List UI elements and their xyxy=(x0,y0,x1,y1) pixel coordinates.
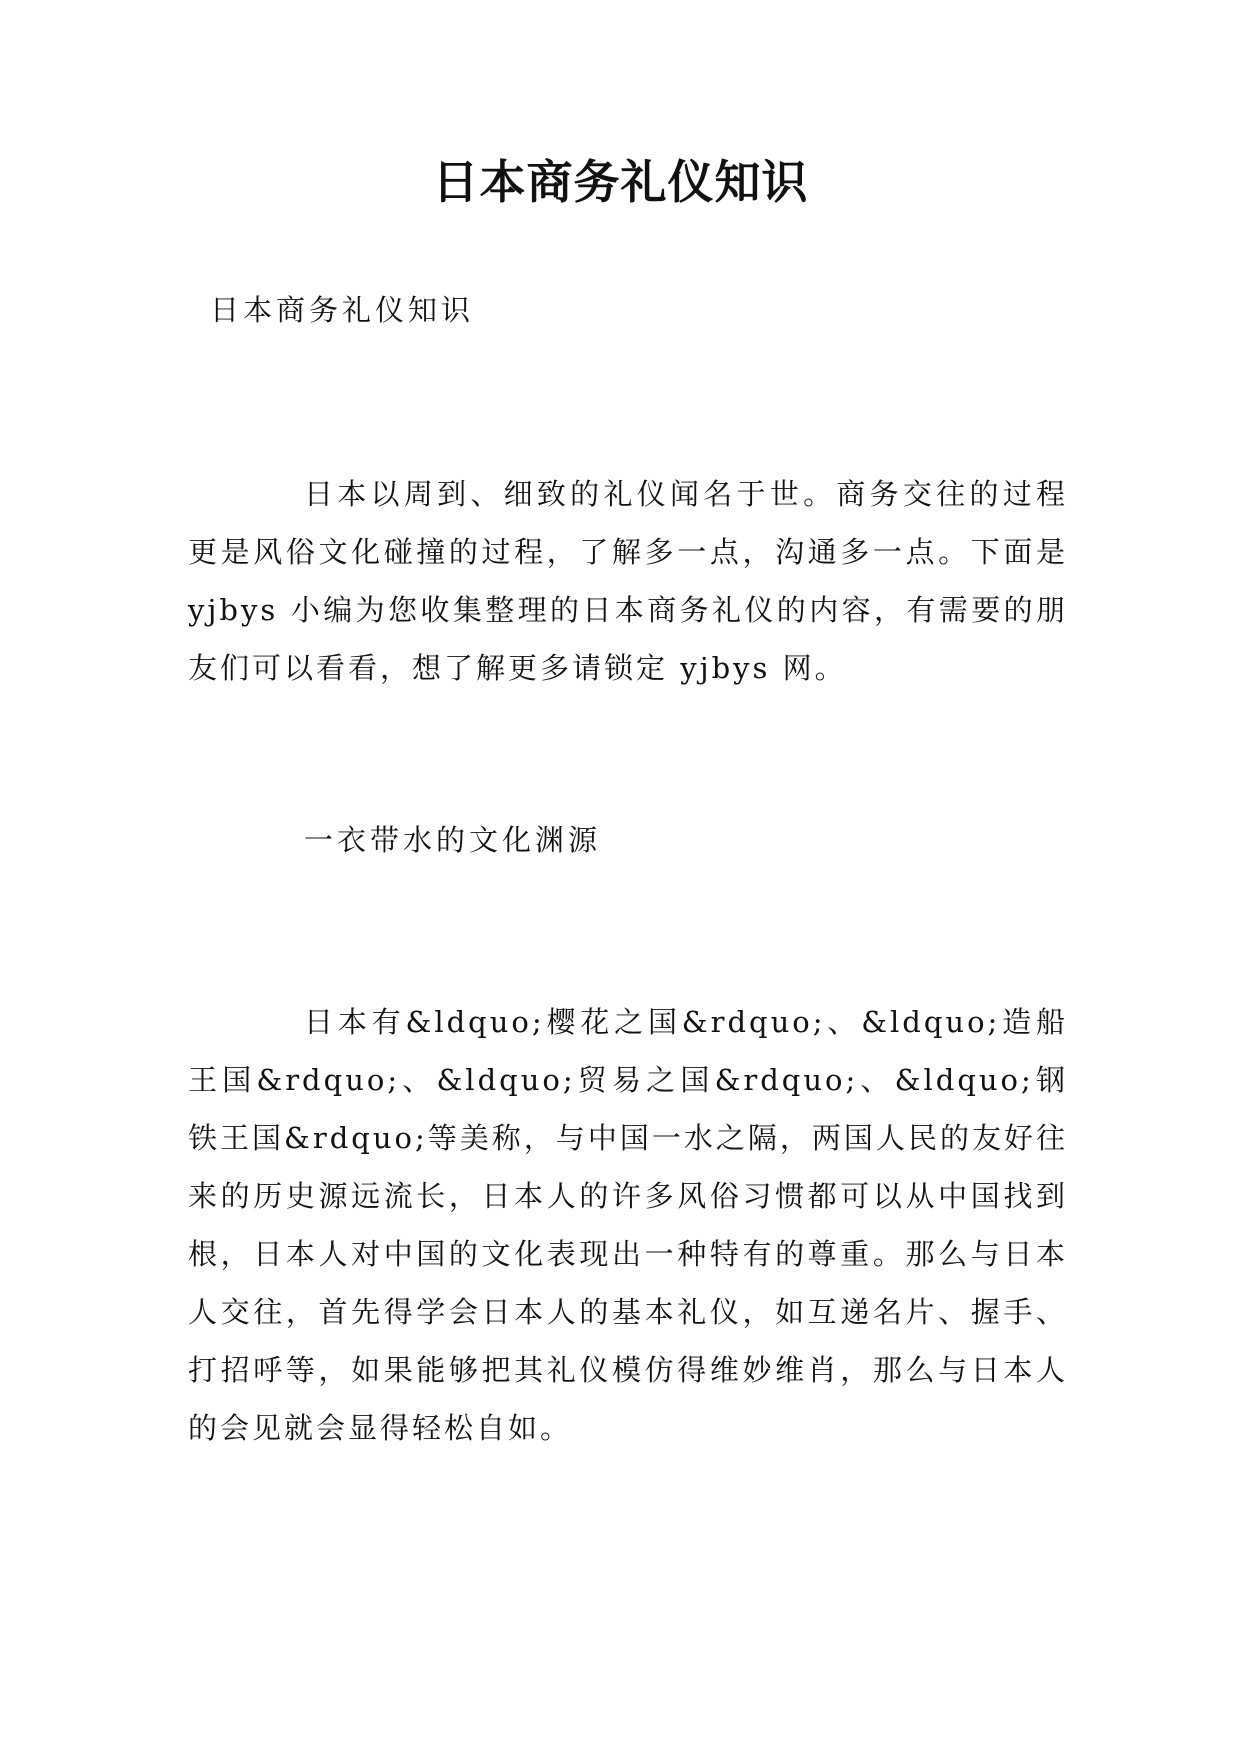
intro-paragraph: 日本以周到、细致的礼仪闻名于世。商务交往的过程更是风俗文化碰撞的过程，了解多一点，沟通多一点。下面是 yjbys 小编为您收集整理的日本商务礼仪的内容，有需要的朋友们可以看看，想了解更多请锁定 yjbys 网。 xyxy=(188,477,1068,685)
section-heading: 一衣带水的文化渊源 xyxy=(304,823,602,857)
section-paragraph: 日本有&ldquo;樱花之国&rdquo;、&ldquo;造船王国&rdquo;、&ldquo;贸易之国&rdquo;、&ldquo;钢铁王国&rdquo;等美称，与中国一水之隔，两国人民的友好往来的历史源远流长，日本人的许多风俗习惯都可以从中国找到根，日本人对中国的文化表现出一种特有的尊重。那么与日本人交往，首先得学会日本人的基本礼仪，如互递名片、握手、打招呼等，如果能够把其礼仪模仿得维妙维肖，那么与日本人的会见就会显得轻松自如。 xyxy=(188,1005,1068,1445)
document-subtitle: 日本商务礼仪知识 xyxy=(210,293,475,327)
document-title: 日本商务礼仪知识 xyxy=(432,155,809,209)
